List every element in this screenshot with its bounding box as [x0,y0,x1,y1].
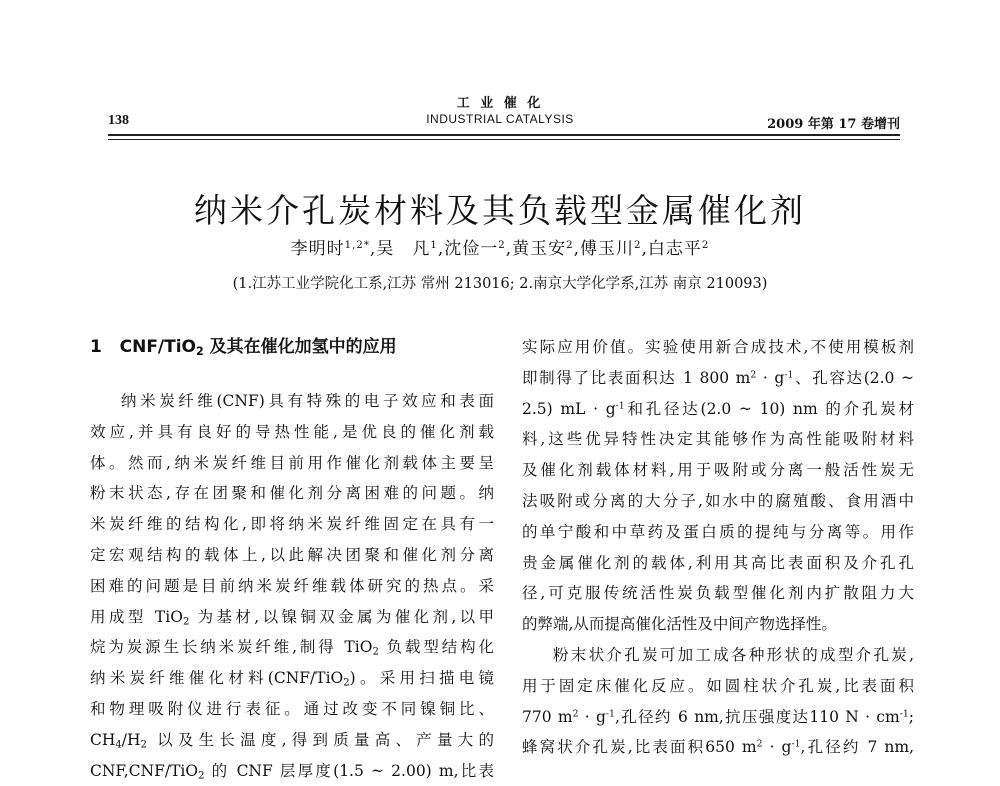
subscript: 2 [372,646,379,658]
body-line: 困难的问题是目前纳米炭纤维载体研究的热点。采 [90,576,494,595]
subscript: 2 [198,770,205,782]
text-segment: /H [121,730,141,749]
text-segment: ,孔径约 7 nm, [800,738,915,757]
header-rule-thin [108,139,900,140]
author-affiliation-mark: 2 [701,239,710,251]
article-title: 纳米介孔炭材料及其负载型金属催化剂 [194,191,806,230]
text-segment: · g [578,707,606,726]
author-affiliation-mark: 2 [566,239,574,251]
subscript: 2 [196,344,204,358]
author-name: 吴 凡 [376,239,431,259]
author-affiliation-mark: 2 [498,239,506,251]
superscript: -1 [605,707,615,719]
author-affiliation-mark: 1,2* [344,239,370,251]
superscript: -1 [615,400,625,412]
text-segment: 的 CNF 层厚度(1.5 ~ 2.00) m,比表 [204,761,494,780]
body-line: 贵金属催化剂的载体,利用其高比表面积及介孔孔 [522,553,914,572]
body-line [522,363,914,394]
text-segment: 负载型结构化 [378,638,494,657]
subscript: 4 [115,739,122,751]
body-line: 的弊端,从而提高催化活性及中间产物选择性。 [522,615,837,634]
author-affiliation-mark: 2 [634,239,642,251]
text-segment: 即制得了比表面积达 1 800 m [522,368,751,387]
body-line: 实际应用价值。实验使用新合成技术,不使用模板剂 [522,338,914,356]
superscript: -1 [899,707,909,719]
page-number: 138 [108,113,129,128]
text-segment: 和孔径达(2.0 ~ 10) nm 的介孔炭材 [624,399,914,418]
body-line [522,702,914,733]
body-line: 的单宁酸和中草药及蛋白质的提纯与分离等。用作 [522,522,914,541]
text-segment: · g [756,368,785,387]
right-column [522,332,914,763]
body-line [90,663,494,694]
text-segment: 纳米炭纤维催化材料(CNF/TiO [90,669,344,688]
body-line [522,394,914,425]
section-heading [90,332,494,372]
subscript: 2 [343,677,350,689]
issue-label: 2009 年第 17 卷增刊 [767,117,900,132]
author-name: 李明时 [290,239,345,259]
author-name: 沈俭一 [444,239,499,259]
body-line: 用于固定床催化反应。如圆柱状介孔炭,比表面积 [522,676,914,695]
body-line: 径,可克服传统活性炭负载型催化剂内扩散阻力大 [522,584,914,603]
body-line: 米炭纤维的结构化,即将纳米炭纤维固定在具有一 [90,515,494,534]
body-line [90,756,494,786]
body-line: 效应,并具有良好的导热性能,是优良的催化剂载 [90,422,494,441]
body-line: 定宏观结构的载体上,以此解决团聚和催化剂分离 [90,545,494,564]
text-segment: · g [762,738,792,757]
text-segment: CH [90,730,116,749]
body-line [90,632,494,663]
author-name: 白志平 [647,239,702,259]
author-affiliation-mark: 1 [430,239,438,251]
text-segment: ; [908,707,914,726]
superscript: -1 [784,369,794,381]
header-rule-thick [108,134,900,136]
text-segment: )。采用扫描电镜 [349,669,494,688]
text-segment: ,孔径约 6 nm,抗压强度达110 N · cm [614,707,900,726]
text-segment: 770 m [522,707,573,726]
text-segment: 2.5) mL · g [522,399,616,418]
author-name: 黄玉安 [512,239,567,259]
body-line: 纳米炭纤维(CNF)具有特殊的电子效应和表面 [121,392,494,410]
left-column [90,332,494,786]
journal-name-cn: 工 业 催 化 [456,96,544,111]
author-list: 李明时$^{1,2*}$,吴 凡$^1$,沈俭一$^2$,黄玉安$^2$,傅玉川$^2$,白志平$^2$ [290,239,710,259]
superscript: 2 [750,369,757,381]
text-segment: CNF,CNF/TiO [90,761,199,780]
section-heading-text: 及其在催化加氢中的应用 [203,337,397,357]
body-line [522,732,914,763]
affiliations: (1.江苏工业学院化工系,江苏 常州 213016; 2.南京大学化学系,江苏 南京 210093) [232,276,768,292]
text-segment: 烷为炭源生长纳米炭纤维,制得 TiO [90,638,373,657]
text-segment: 为基材,以镍铜双金属为催化剂,以甲 [189,607,494,626]
body-line: 和物理吸附仪进行表征。通过改变不同镍铜比、 [90,699,494,718]
section-heading-text: CNF/TiO [119,337,197,357]
subscript: 2 [140,739,147,751]
body-line: 及催化剂载体材料,用于吸附或分离一般活性炭无 [522,461,914,480]
author-name: 傅玉川 [580,239,634,259]
body-line: 粉末状介孔炭可加工成各种形状的成型介孔炭, [553,645,914,664]
section-number: 1 [90,337,102,357]
text-segment: 、孔容达(2.0 ~ [793,368,914,387]
subscript: 2 [182,616,190,628]
body-line [90,725,494,756]
superscript: 2 [572,707,579,719]
body-line: 法吸附或分离的大分子,如水中的腐殖酸、食用酒中 [522,491,914,510]
text-segment: 蜂窝状介孔炭,比表面积650 m [522,738,757,757]
text-segment: 以及生长温度,得到质量高、产量大的 [146,730,494,749]
body-line: 体。然而,纳米炭纤维目前用作催化剂载体主要呈 [90,453,494,472]
text-segment: 用成型 TiO [90,607,183,626]
body-line: 粉末状态,存在团聚和催化剂分离困难的问题。纳 [90,484,494,503]
superscript: -1 [791,738,801,750]
body-line [90,602,494,633]
superscript: 2 [756,738,763,750]
body-line: 料,这些优异特性决定其能够作为高性能吸附材料 [522,430,914,449]
journal-name-en: INDUSTRIAL CATALYSIS [426,111,574,126]
